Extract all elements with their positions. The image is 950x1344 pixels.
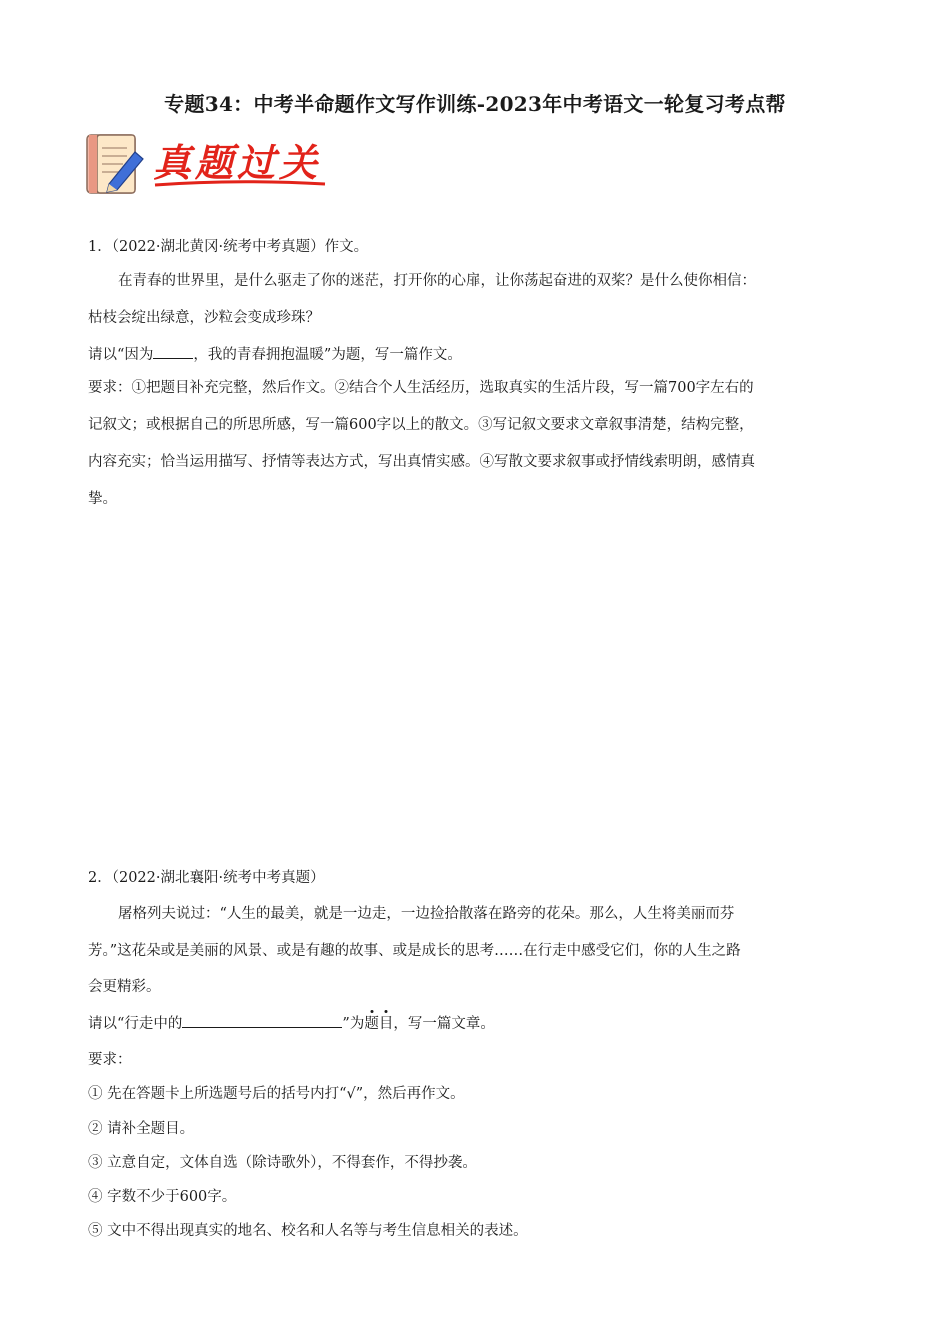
q2-requirement-label: 要求： xyxy=(88,1052,132,1068)
page-title: 专题34：中考半命题作文写作训练-2023年中考语文一轮复习考点帮 xyxy=(164,92,786,116)
q2-requirement-item: ④ 字数不少于600字。 xyxy=(88,1189,237,1205)
q1-requirement-line: 记叙文；或根据自己的所思所感，写一篇600字以上的散文。③写记叙文要求文章叙事清楚，结构完整， xyxy=(88,417,754,433)
q1-requirement-line: 挚。 xyxy=(88,491,117,507)
q2-paragraph-line: 芳。”这花朵或是美丽的风景、或是有趣的故事、或是成长的思考……在行走中感受它们，你的人生之路 xyxy=(88,943,741,959)
q1-paragraph-line: 枯枝会绽出绿意，沙粒会变成珍珠？ xyxy=(88,310,320,326)
q1-requirement-line: 内容充实；恰当运用描写、抒情等表达方式，写出真情实感。④写散文要求叙事或抒情线索明朗，感情真 xyxy=(88,454,755,470)
q1-requirement-line: 要求：①把题目补充完整，然后作文。②结合个人生活经历，选取真实的生活片段，写一篇700字左右的 xyxy=(88,380,754,396)
q2-prompt-post: ，写一篇文章。 xyxy=(393,1016,495,1032)
banner-label: 真题过关 xyxy=(153,140,322,185)
q1-prompt xyxy=(88,344,462,366)
q2-requirement-item: ② 请补全题目。 xyxy=(88,1121,195,1137)
q1-title-blank xyxy=(153,344,193,359)
q2-prompt xyxy=(88,1013,495,1035)
section-banner xyxy=(85,132,330,198)
q2-requirement-item: ③ 立意自定，文体自选（除诗歌外），不得套作，不得抄袭。 xyxy=(88,1155,477,1171)
q2-prompt-pre: 请以“行走中的 xyxy=(88,1016,183,1032)
q2-heading: 2．（2022·湖北襄阳·统考中考真题） xyxy=(88,870,325,886)
q2-requirement-item: ① 先在答题卡上所选题号后的括号内打“√”，然后再作文。 xyxy=(88,1086,465,1102)
q2-title-blank xyxy=(182,1013,342,1028)
emphasis-char: 题 xyxy=(364,1014,379,1035)
notebook-pencil-icon xyxy=(87,135,143,193)
emphasis-char: 目 xyxy=(379,1014,394,1035)
q2-prompt-mid: ”为 xyxy=(342,1016,365,1032)
q1-prompt-post: ，我的青春拥抱温暖”为题，写一篇作文。 xyxy=(193,347,462,363)
q2-paragraph-line: 屠格列夫说过：“人生的最美，就是一边走，一边捡拾散落在路旁的花朵。那么，人生将美丽而芬 xyxy=(118,906,735,922)
q2-requirement-item: ⑤ 文中不得出现真实的地名、校名和人名等与考生信息相关的表述。 xyxy=(88,1223,528,1239)
q2-paragraph-line: 会更精彩。 xyxy=(88,979,161,995)
q1-prompt-pre: 请以“因为 xyxy=(88,347,154,363)
q1-paragraph-line: 在青春的世界里，是什么驱走了你的迷茫，打开你的心扉，让你荡起奋进的双桨？是什么使你相信： xyxy=(118,273,756,289)
q1-heading: 1．（2022·湖北黄冈·统考中考真题）作文。 xyxy=(88,239,369,255)
